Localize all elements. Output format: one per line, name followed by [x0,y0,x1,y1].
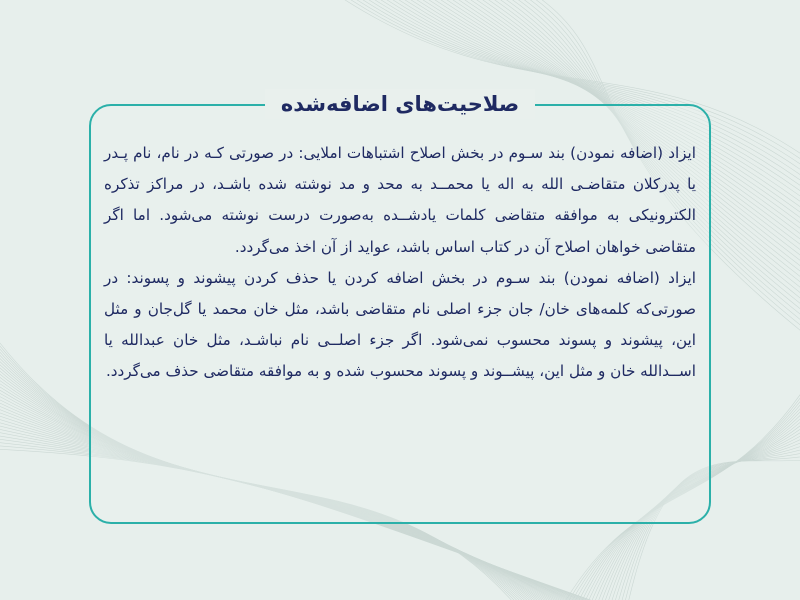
body-text [104,138,696,388]
heading-container [0,87,800,121]
paragraph-spelling-correction: ایزاد (اضافه نمودن) بند سـوم در بخش اصلاح اشتباهات املایی: در صورتی کـه در نام، نام پـدر یا پدرکلان متقاضـی الله به اله یا محمــد به محد و مد نوشته شده باشـد، در مراکز تذکره الکترونیکی به موافقه متقاضی کلمات یادشــده به‌صورت درست نوشته می‌شود. اما اگر متقاضی خواهان اصلاح آن در کتاب اساس باشد، عواید از آن اخذ می‌گردد. [104,144,696,256]
paragraph-prefix-suffix: ایزاد (اضافه نمودن) بند سـوم در بخش اضافه کردن یا حذف کردن پیشوند و پسوند: در صورتی‌که کلمه‌های خان/ جان جزء اصلی نام متقاضی باشد، مثل خان محمد یا گل‌جان و مثل این، پیشوند و پسوند محسوب نمی‌شود. اگر جزء اصلــی نام نباشـد، مثل خان عبدالله یا اســدالله خان و مثل این، پیشــوند و پسوند محسوب شده و به موافقه متقاضی حذف می‌گردد. [104,268,696,381]
page-title: صلاحیت‌های اضافه‌شده [265,89,535,119]
